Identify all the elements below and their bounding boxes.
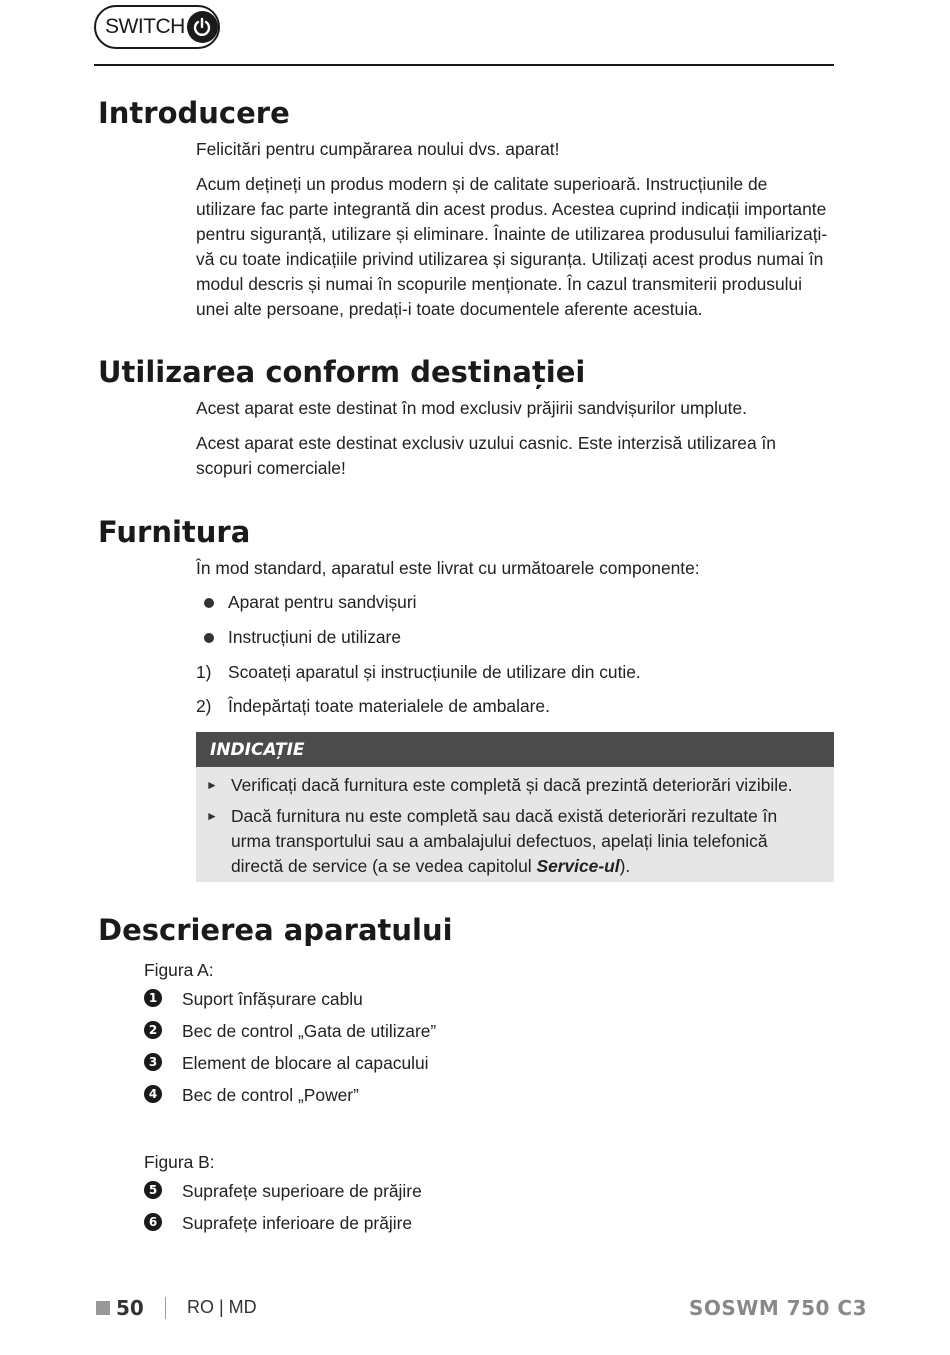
step-number: 2)	[196, 696, 212, 716]
step-text: Scoateți aparatul și instrucțiunile de utilizare din cutie.	[228, 662, 641, 682]
supply-intro: În mod standard, aparatul este livrat cu următoarele componente:	[196, 558, 700, 578]
figure-b-label: Figura B:	[144, 1152, 215, 1172]
number-badge-icon: 4	[144, 1085, 162, 1103]
bullet-icon	[204, 633, 214, 643]
header-rule	[94, 64, 834, 66]
list-item-text: Aparat pentru sandvișuri	[228, 592, 417, 612]
bullet-icon	[204, 598, 214, 608]
section-title-intro: Introducere	[98, 96, 290, 130]
part-text: Element de blocare al capacului	[182, 1053, 429, 1073]
note-item-text: Verificați dacă furnitura este completă și dacă prezintă deteriorări vizibile.	[231, 775, 793, 795]
part-text: Bec de control „Power”	[182, 1085, 359, 1105]
note-text-part: Dacă furnitura nu este completă sau dacă există deteriorări rezultate în urma transportului sau a ambalajului defectuos, apelați linia telefonică directă de service (a se vedea capitolul	[231, 806, 778, 876]
note-item	[206, 773, 816, 798]
step-number: 1)	[196, 662, 212, 682]
section-title-usage: Utilizarea conform destinației	[98, 355, 586, 389]
number-badge-icon: 6	[144, 1213, 162, 1231]
number-badge-icon: 2	[144, 1021, 162, 1039]
footer-divider	[165, 1297, 166, 1319]
number-badge-icon: 5	[144, 1181, 162, 1199]
intro-paragraph-2: Acum dețineți un produs modern și de calitate superioară. Instrucțiunile de utilizare fac parte integrantă din acest produs. Acestea cuprind indicații importante pentru siguranță, utilizare și eliminare. Înainte de utilizarea produsului familiarizați-vă cu toate indicațiile privind utilizarea și siguranța. Utilizați acest produs numai în modul descris și numai în scopurile menționate. În cazul transmiterii produsului unei alte persoane, predați-i toate documentele aferente acestuia.	[196, 174, 828, 319]
step-text: Îndepărtați toate materialele de ambalare.	[228, 696, 550, 716]
part-item	[144, 1180, 422, 1202]
chapter-reference: Service-ul	[536, 856, 620, 876]
number-badge-icon: 3	[144, 1053, 162, 1071]
part-text: Suport înfășurare cablu	[182, 989, 363, 1009]
section-title-supply: Furnitura	[98, 515, 251, 549]
note-heading: INDICAȚIE	[196, 732, 834, 767]
part-text: Suprafețe superioare de prăjire	[182, 1181, 422, 1201]
brand-logo	[94, 5, 220, 49]
arrow-right-icon: ►	[206, 809, 218, 823]
part-text: Suprafețe inferioare de prăjire	[182, 1213, 413, 1233]
footer-square-icon	[96, 1301, 110, 1315]
logo-text: SWITCH	[105, 15, 185, 38]
note-item-text	[231, 804, 816, 879]
note-item	[206, 804, 816, 879]
page-number: 50	[116, 1296, 144, 1320]
figure-a-label: Figura A:	[144, 960, 214, 980]
section-title-description: Descrierea aparatului	[98, 913, 453, 947]
part-item	[144, 988, 363, 1010]
note-text-part: ).	[619, 856, 631, 876]
part-item	[144, 1212, 412, 1234]
part-item	[144, 1084, 359, 1106]
intro-paragraph-1: Felicitări pentru cumpărarea noului dvs. aparat!	[196, 139, 560, 159]
model-number: SOSWM 750 C3	[688, 1296, 867, 1320]
number-badge-icon: 1	[144, 989, 162, 1007]
part-text: Bec de control „Gata de utilizare”	[182, 1021, 437, 1041]
list-item-text: Instrucțiuni de utilizare	[228, 627, 402, 647]
power-icon	[187, 11, 218, 43]
part-item	[144, 1052, 429, 1074]
usage-paragraph-2: Acest aparat este destinat exclusiv uzului casnic. Este interzisă utilizarea în scopuri comerciale!	[196, 433, 776, 478]
usage-paragraph-1: Acest aparat este destinat în mod exclusiv prăjirii sandvișurilor umplute.	[196, 398, 747, 418]
part-item	[144, 1020, 436, 1042]
note-box	[196, 732, 834, 882]
language-label: RO | MD	[187, 1297, 257, 1317]
arrow-right-icon: ►	[206, 778, 218, 792]
